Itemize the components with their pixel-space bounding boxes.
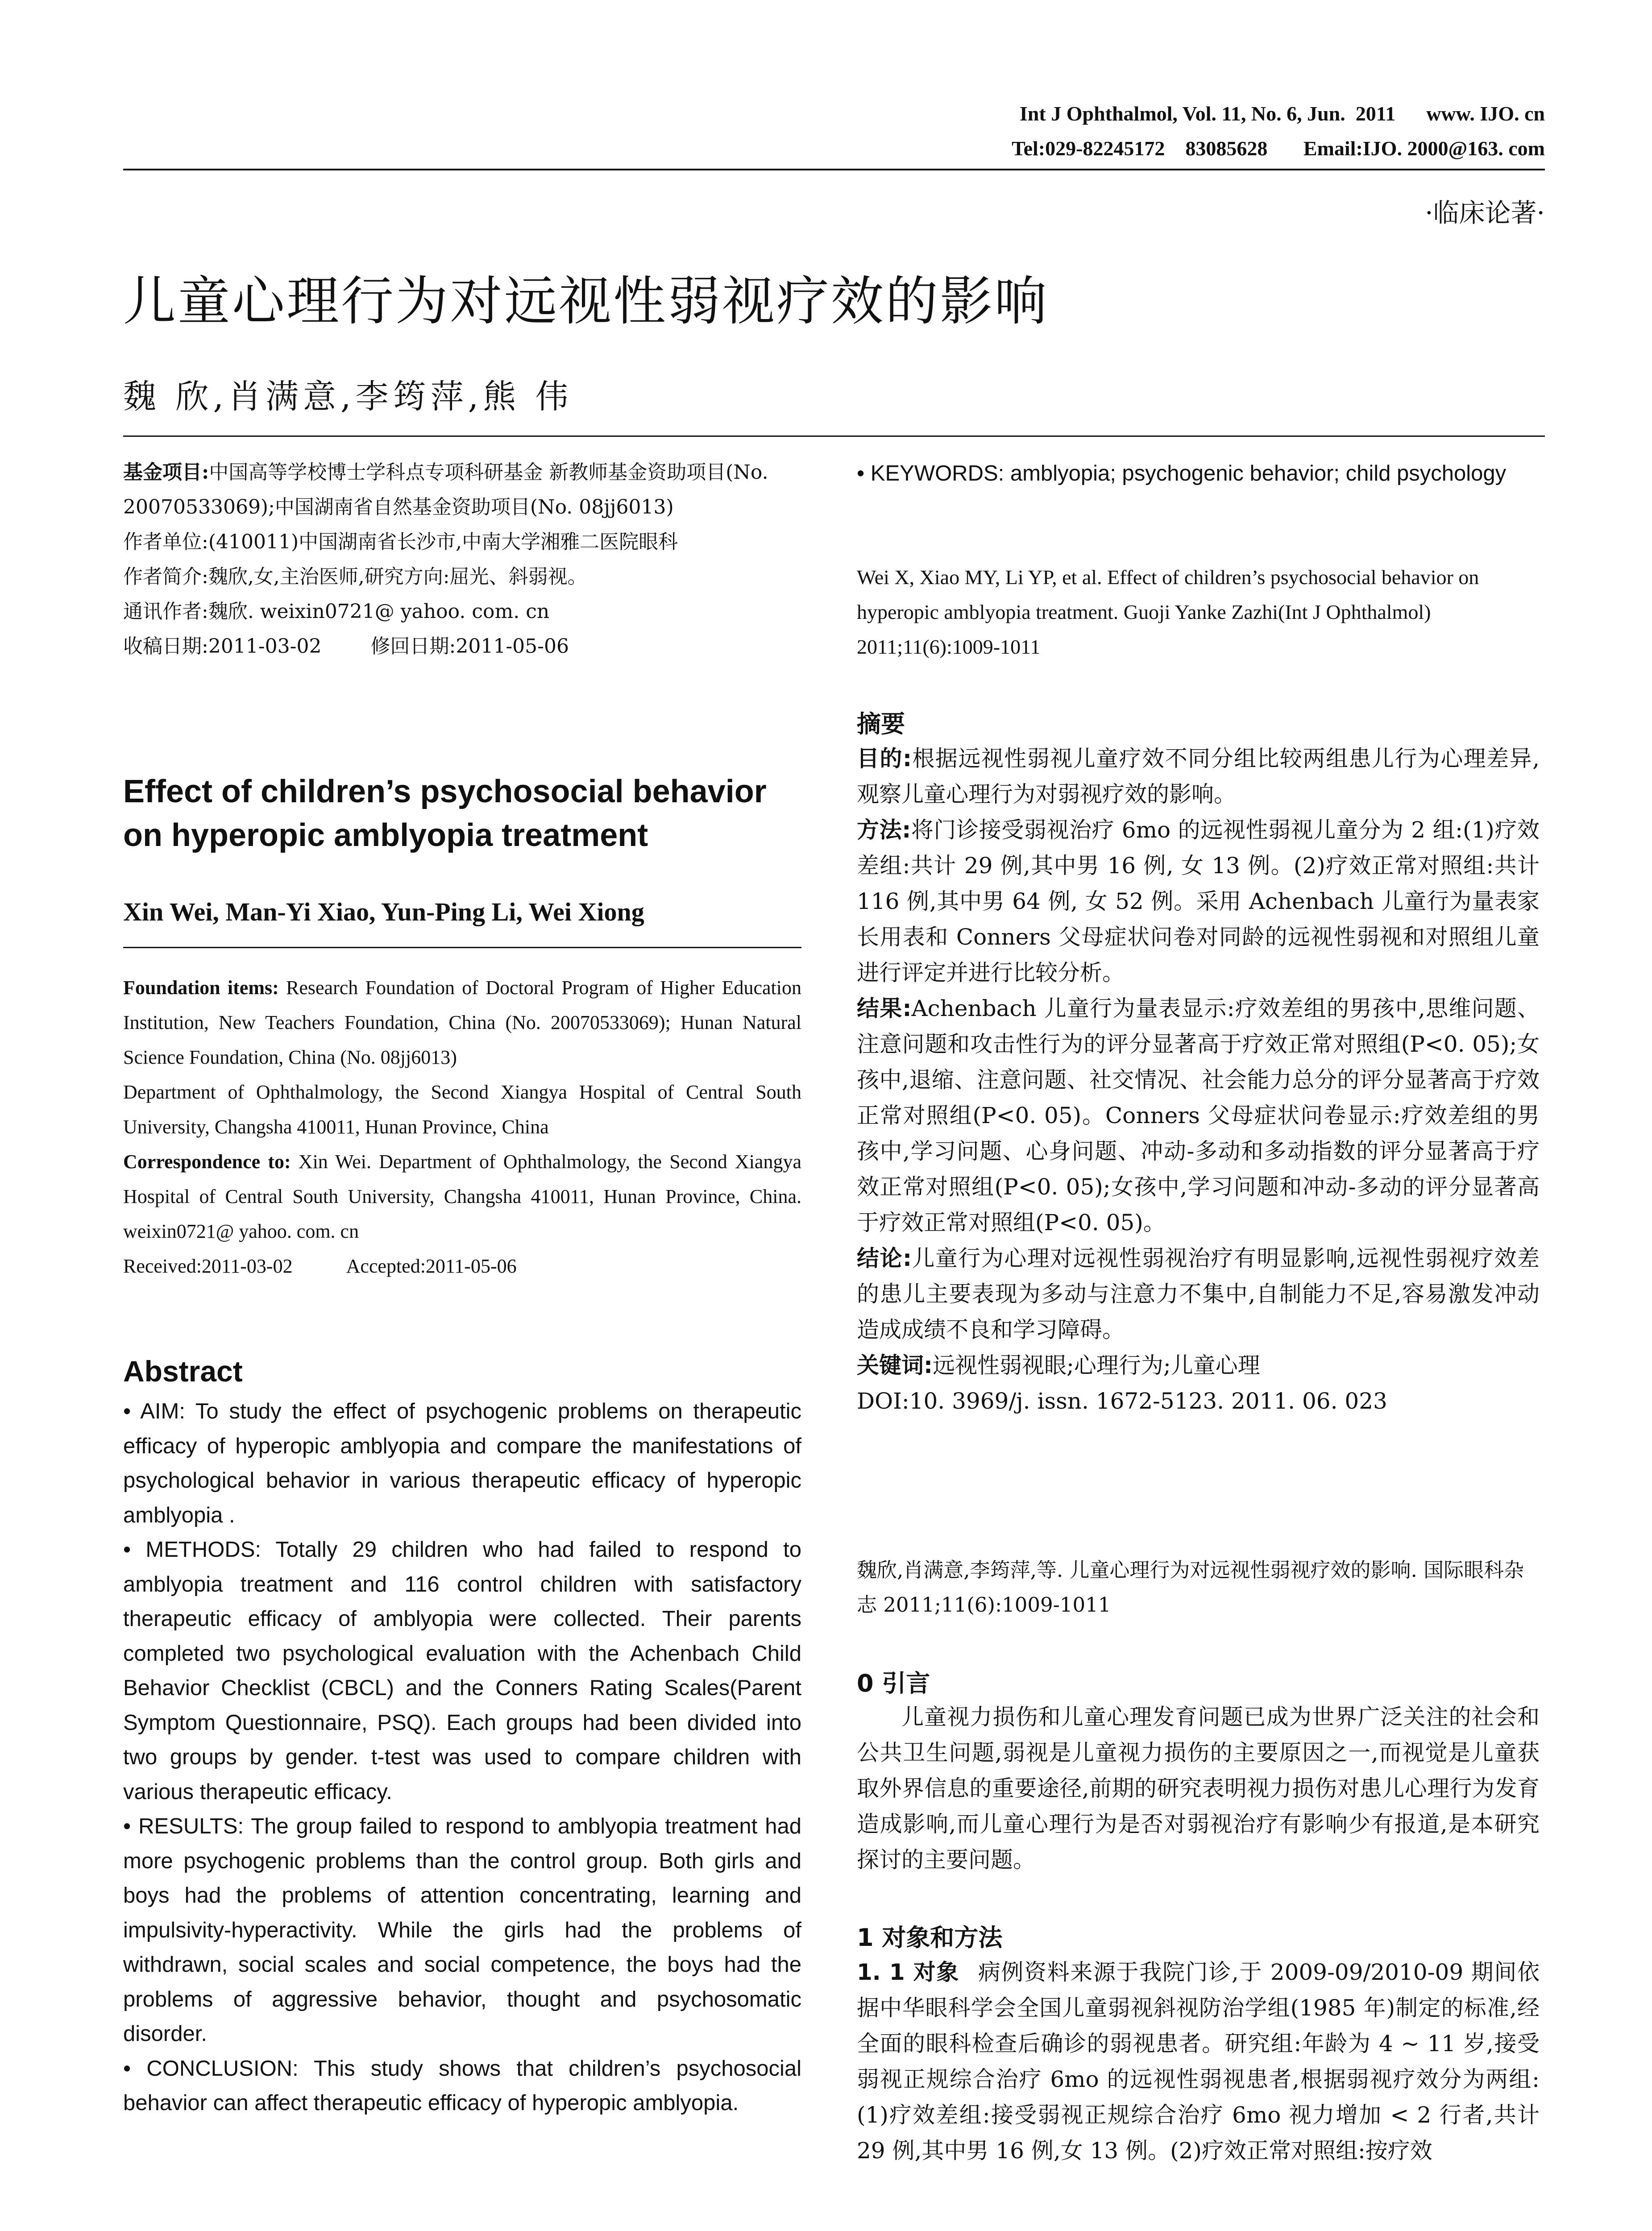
- methods-text: 病例资料来源于我院门诊,于 2009-09/2010-09 期间依据中华眼科学会全国儿童弱视斜视防治学组(1985 年)制定的标准,经全面的眼科检查后确诊的弱视患者。研究组:年龄为 4 ~ 11 岁,接受弱视正规综合治疗 6mo 的远视性弱视患者,根据弱视疗效分为两组:(1)疗效差组:接受弱视正规综合治疗 6mo 视力增加 < 2 行者,共计 29 例,其中男 16 例,女 13 例。(2)疗效正常对照组:按疗效: [857, 1959, 1540, 2164]
- zhaiyao-heading: 摘要: [857, 710, 905, 738]
- abstract-methods: • METHODS: Totally 29 children who had failed to respond to amblyopia treatment and 116 control children with satisfactory therapeutic efficacy of amblyopia were collected. Their parents completed two psychological evaluation with the Achenbach Child Behavior Checklist (CBCL) and the Conners Rating Scales(Parent Symptom Questionnaire, PSQ). Each groups had been divided into two groups by gender. t-test was used to compare children with various therapeutic efficacy.: [123, 1538, 801, 1804]
- meta-en: [123, 970, 801, 1284]
- methods-sub-label: 1. 1 对象: [857, 1959, 960, 1985]
- zhaiyao-body: [857, 741, 1540, 1419]
- zhaiyao-results: Achenbach 儿童行为量表显示:疗效差组的男孩中,思维问题、注意问题和攻击性行为的评分显著高于疗效正常对照组(P<0. 05);女孩中,退缩、注意问题、社交情况、社会能力总分的评分显著高于疗效正常对照组(P<0. 05)。Conners 父母症状问卷显示:疗效差组的男孩中,学习问题、心身问题、冲动-多动和多动指数的评分显著高于疗效正常对照组(P<0. 05);女孩中,学习问题和冲动-多动的评分显著高于疗效正常对照组(P<0. 05)。: [857, 995, 1540, 1236]
- citation-cn: 魏欣,肖满意,李筠萍,等. 儿童心理行为对远视性弱视疗效的影响. 国际眼科杂志 2011;11(6):1009-1011: [857, 1558, 1524, 1617]
- authors-en: Xin Wei, Man-Yi Xiao, Yun-Ping Li, Wei Xiong: [123, 897, 644, 926]
- title-rule: [123, 435, 1545, 437]
- zhaiyao-conclusion: 儿童行为心理对远视性弱视治疗有明显影响,远视性弱视疗效差的患儿主要表现为多动与注意力不集中,自制能力不足,容易激发冲动造成成绩不良和学习障碍。: [857, 1245, 1540, 1343]
- foundation-text-cn: 中国高等学校博士学科点专项科研基金 新教师基金资助项目(No. 20070533069);中国湖南省自然基金资助项目(No. 08jj6013): [123, 461, 768, 518]
- citation-en: Wei X, Xiao MY, Li YP, et al. Effect of children’s psychosocial behavior on hyperopic amblyopia treatment. Guoji Yanke Zazhi(Int J Ophthalmol) 2011;11(6):1009-1011: [857, 566, 1479, 658]
- revised-cn: 修回日期:2011-05-06: [370, 635, 569, 658]
- section-tag: ·临床论著·: [1425, 198, 1545, 228]
- unit-cn: 作者单位:(410011)中国湖南省长沙市,中南大学湘雅二医院眼科: [123, 531, 678, 553]
- zhaiyao-keywords: 远视性弱视眼;心理行为;儿童心理: [933, 1352, 1260, 1378]
- paper-title-en: [123, 770, 801, 857]
- correspondence-text-en: Xin Wei. Department of Ophthalmology, the Second Xiangya Hospital of Central South University, Changsha 410011, Hunan Province, China. weixin0721@ yahoo. com. cn: [123, 1151, 801, 1242]
- abstract-conclusion: • CONCLUSION: This study shows that children’s psychosocial behavior can affect therapeutic efficacy of hyperopic amblyopia.: [123, 2056, 801, 2115]
- accepted-en: Accepted:2011-05-06: [346, 1255, 517, 1277]
- received-cn: 收稿日期:2011-03-02: [123, 635, 322, 658]
- correspondence-label-en: Correspondence to:: [123, 1151, 291, 1173]
- intro-text: 儿童视力损伤和儿童心理发育问题已成为世界广泛关注的社会和公共卫生问题,弱视是儿童视力损伤的主要原因之一,而视觉是儿童获取外界信息的重要途径,前期的研究表明视力损伤对患儿心理行为发育造成影响,而儿童心理行为是否对弱视治疗有影响少有报道,是本研究探讨的主要问题。: [857, 1704, 1540, 1873]
- foundation-label-cn: 基金项目:: [123, 461, 209, 484]
- zhaiyao-methods-label: 方法:: [857, 817, 911, 843]
- bio-cn: 作者简介:魏欣,女,主治医师,研究方向:屈光、斜弱视。: [123, 565, 587, 588]
- intro-heading: 0 引言: [857, 1669, 930, 1697]
- zhaiyao-methods: 将门诊接受弱视治疗 6mo 的远视性弱视儿童分为 2 组:(1)疗效差组:共计 29 例,其中男 16 例, 女 13 例。(2)疗效正常对照组:共计 116 例,其中男 64 例, 女 52 例。采用 Achenbach 儿童行为量表家长用表和 Conners 父母症状问卷对同龄的远视性弱视和对照组儿童进行评定并进行比较分析。: [857, 817, 1540, 986]
- authors-rule: [123, 947, 801, 948]
- received-en: Received:2011-03-02: [123, 1255, 293, 1277]
- zhaiyao-aim: 根据远视性弱视儿童疗效不同分组比较两组患儿行为心理差异,观察儿童心理行为对弱视疗效的影响。: [857, 746, 1540, 807]
- zhaiyao-aim-label: 目的:: [857, 746, 912, 771]
- paper-title-cn: 儿童心理行为对远视性弱视疗效的影响: [123, 270, 1049, 332]
- zhaiyao-results-label: 结果:: [857, 995, 912, 1021]
- keywords-en: • KEYWORDS: amblyopia; psychogenic behavior; child psychology: [857, 461, 1507, 485]
- paper-title-en-line1: Effect of children’s psychosocial behavior: [123, 774, 767, 809]
- department-en: Department of Ophthalmology, the Second Xiangya Hospital of Central South University, Changsha 410011, Hunan Province, China: [123, 1081, 801, 1138]
- foundation-label-en: Foundation items:: [123, 977, 279, 999]
- zhaiyao-doi: DOI:10. 3969/j. issn. 1672-5123. 2011. 06. 023: [857, 1388, 1387, 1414]
- meta-cn: [123, 455, 801, 664]
- abstract-body: [123, 1394, 801, 2121]
- foundation-text-en: Research Foundation of Doctoral Program of Higher Education Institution, New Teachers Foundation, China (No. 20070533069); Hunan Natural Science Foundation, China (No. 08jj6013): [123, 977, 801, 1068]
- journal-header-line1: Int J Ophthalmol, Vol. 11, No. 6, Jun. 2011 www. IJO. cn: [1019, 102, 1545, 125]
- journal-header-line2: Tel:029-82245172 83085628 Email:IJO. 2000@163. com: [1012, 137, 1545, 160]
- abstract-results: • RESULTS: The group failed to respond to amblyopia treatment had more psychogenic problems than the control group. Both girls and boys had the problems of attention concentrating, learning and impulsivity-hyperactivity. While the girls had the problems of withdrawn, social scales and social competence, the boys had the problems of aggressive behavior, thought and psychosomatic disorder.: [123, 1814, 801, 2046]
- zhaiyao-keywords-label: 关键词:: [857, 1352, 933, 1378]
- abstract-heading: Abstract: [123, 1355, 243, 1388]
- methods-body: [857, 1954, 1540, 2169]
- corr-cn: 通讯作者:魏欣. weixin0721@ yahoo. com. cn: [123, 600, 550, 623]
- zhaiyao-conclusion-label: 结论:: [857, 1245, 912, 1271]
- header-rule: [123, 169, 1545, 170]
- abstract-aim: • AIM: To study the effect of psychogenic problems on therapeutic efficacy of hyperopic amblyopia and compare the manifestations of psychological behavior in various therapeutic efficacy of hyperopic amblyopia .: [123, 1399, 801, 1527]
- authors-cn: 魏 欣,肖满意,李筠萍,熊 伟: [123, 377, 573, 416]
- paper-title-en-line2: on hyperopic amblyopia treatment: [123, 817, 648, 853]
- methods-heading: 1 对象和方法: [857, 1924, 1003, 1952]
